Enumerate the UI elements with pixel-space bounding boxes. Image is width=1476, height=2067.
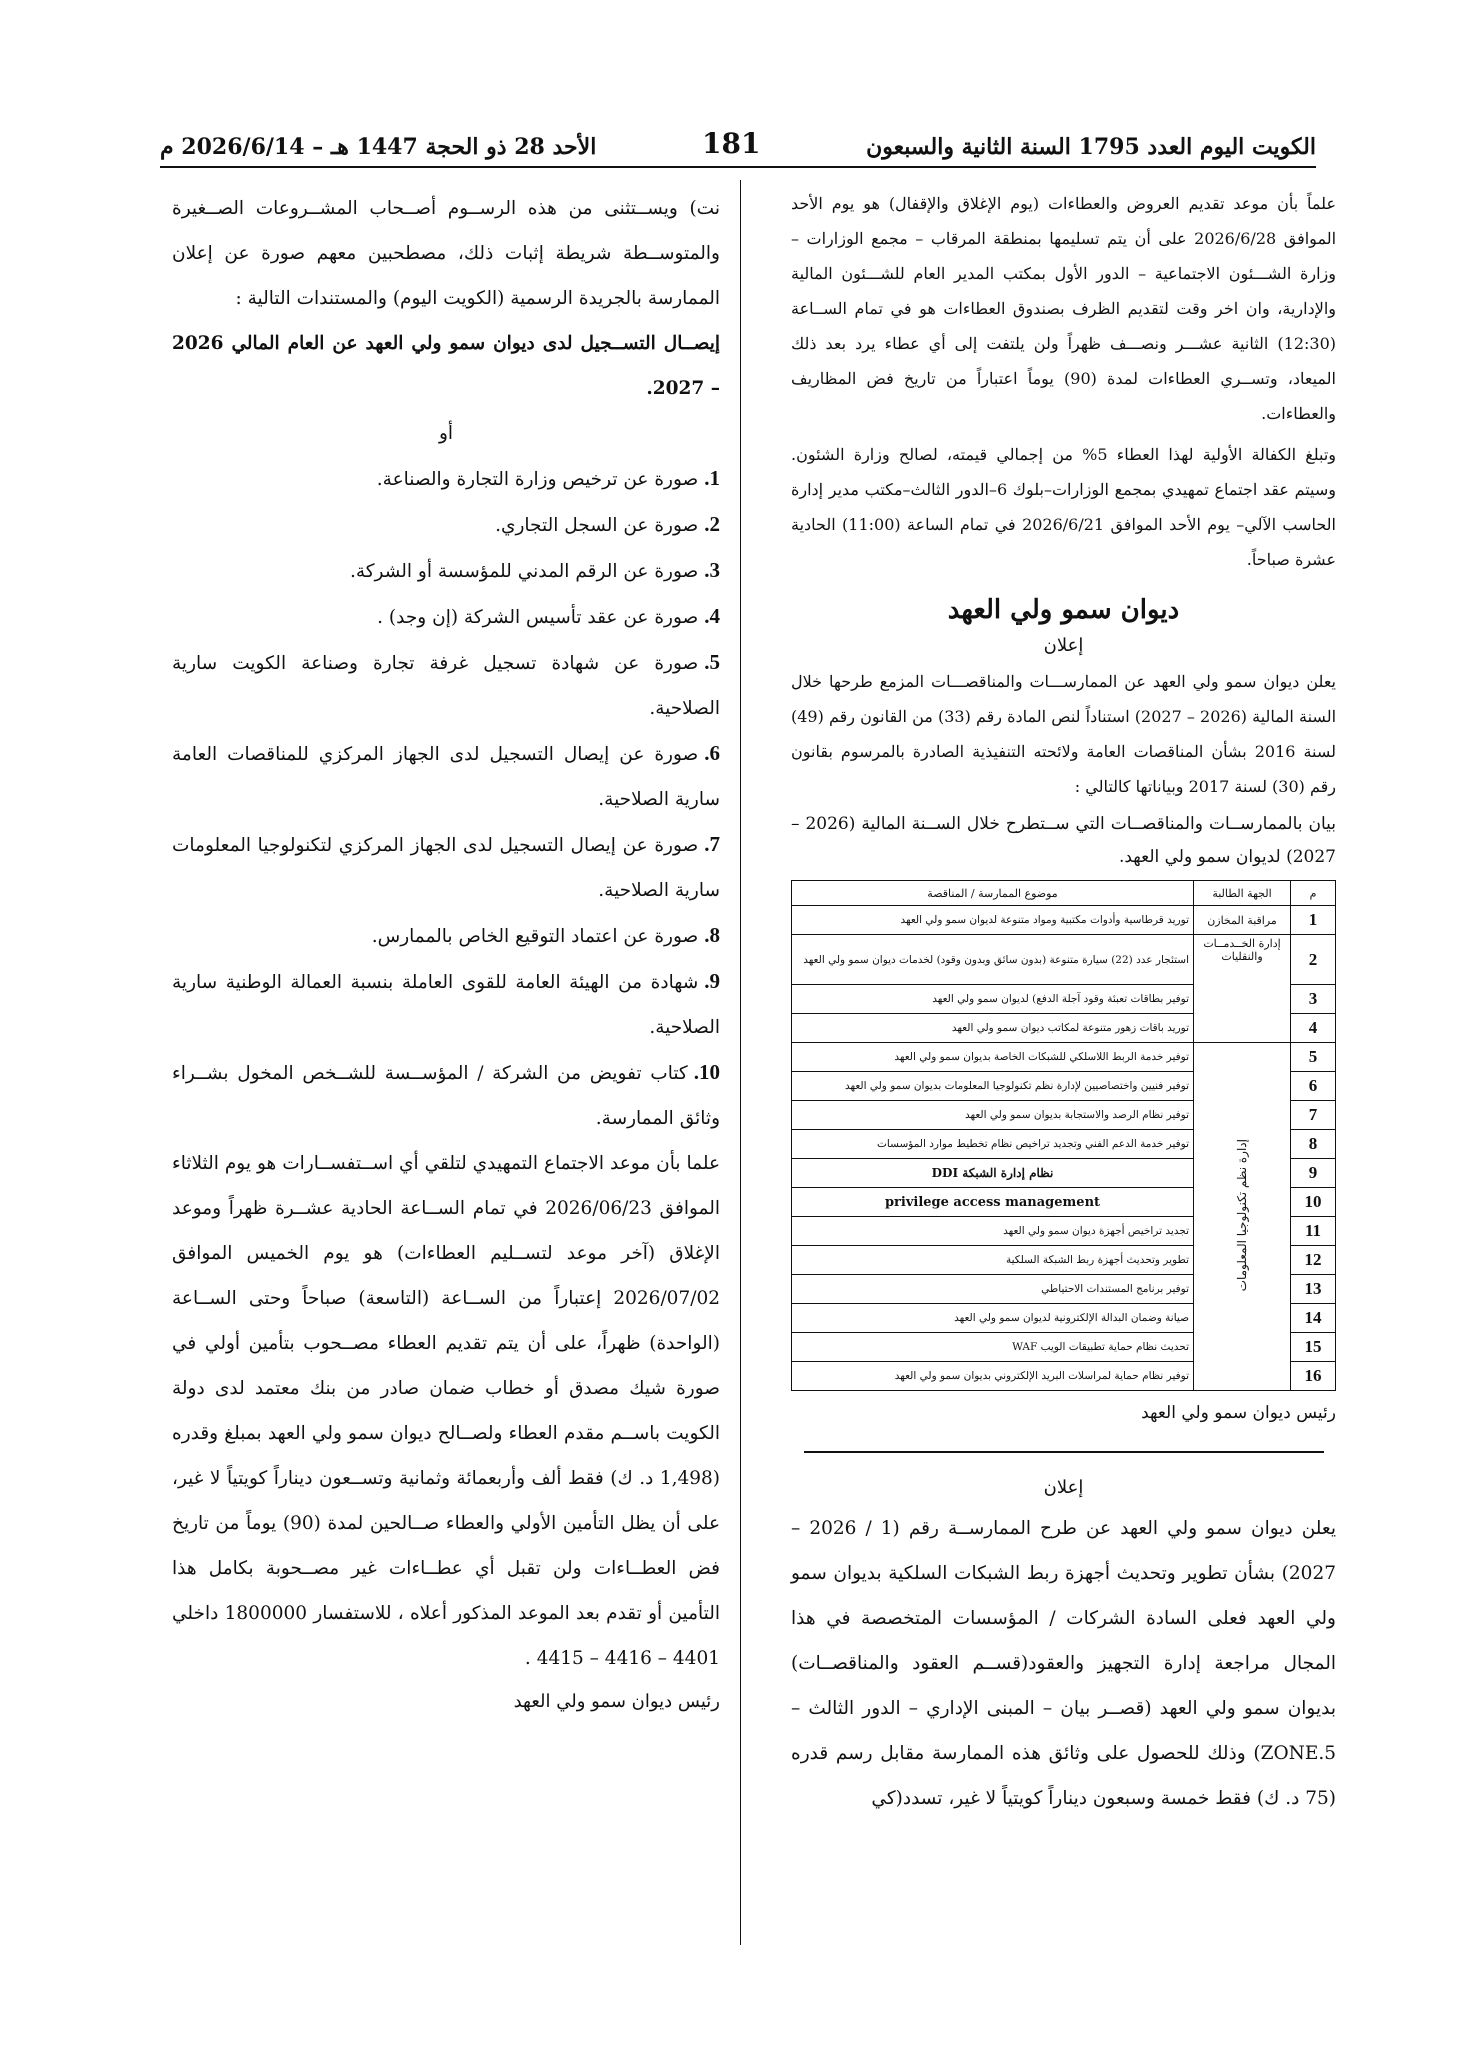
left-para-3: علما بأن موعد الاجتماع التمهيدي لتلقي أي اســتفســارات هو يوم الثلاثاء الموافق 2026/06/23 في تمام الســاعة الحادية عشــرة ظهراً وموعد الإغلاق (آخر موعد لتســليم العطاءات) هو يوم الخميس الموافق 2026/07/02 إعتباراً من الســاعة (التاسعة) صباحاً وحتى الســاعة (الواحدة) ظهراً، على أن يتم تقديم العطاء مصــحوب بتأمين أولي في صورة شيك مصدق أو خطاب ضمان صادر من بنك معتمد لدى دولة الكويت باســم مقدم العطاء ولصــالح ديوان سمو ولي العهد بمبلغ وقدره (1,498 د. ك) فقط ألف وأربعمائة وثمانية وتســعون ديناراً كويتياً لا غير، على أن يظل التأمين الأولي والعطاء صــالحين لمدة (90) يوماً من تاريخ فض العطــاءات ولن تقبل أي عطــاءات غير مصــحوبة بكامل هذا التأمين أو تقدم بعد الموعد المذكور أعلاه ، للاستفسار 1800000 داخلي 4401 – 4416 – 4415 . — [172, 1153, 720, 1669]
or-separator: أو — [438, 423, 454, 444]
list-item-text: شهادة من الهيئة العامة للقوى العاملة بنسبة العمالة الوطنية سارية الصلاحية. — [172, 972, 720, 1038]
row-subject: توريد باقات زهور متنوعة لمكاتب ديوان سمو ولي العهد — [792, 1014, 1194, 1043]
right-column — [791, 186, 1336, 1821]
announcement-body: يعلن ديوان سمو ولي العهد عن الممارســـات والمناقصـــات المزمع طرحها خلال السنة المالية (2026 – 2027) استناداً لنص المادة رقم (33) من القانون رقم (49) لسنة 2016 بشأن المناقصات العامة ولائحته التنفيذية الصادرة بالمرسوم بقانون رقم (30) لسنة 2017 وبياناتها كالتالي : — [791, 672, 1337, 796]
list-item-number: 8. — [704, 923, 720, 947]
left-para-2: إيصــال التســجيل لدى ديوان سمو ولي العهد عن العام المالي 2026 – 2027. — [172, 333, 720, 399]
announcement2-body: يعلن ديوان سمو ولي العهد عن طرح الممارســة رقم (1 / 2026 – 2027) بشأن تطوير وتحديث أجهزة ربط الشبكات السلكية بديوان سمو ولي العهد فعلى السادة الشركات / المؤسسات المتخصصة في هذا المجال مراجعة إدارة التجهيز والعقود(قســم العقود والمناقصــات) بديوان سمو ولي العهد (قصــر بيان – المبنى الإداري – الدور الثالث – ZONE.5) وذلك للحصول على وثائق هذه الممارسة مقابل رسم قدره (75 د. ك) فقط خمسة وسبعون ديناراً كويتياً لا غير، تسدد(كي — [791, 1518, 1336, 1809]
col-header-dept: الجهة الطالبة — [1194, 881, 1291, 906]
list-item-number: 7. — [704, 832, 720, 856]
list-item-text: صورة عن الرقم المدني للمؤسسة أو الشركة. — [349, 561, 699, 582]
table-row — [792, 906, 1336, 935]
row-subject: استئجار عدد (22) سيارة متنوعة (بدون سائق وبدون وقود) لخدمات ديوان سمو ولي العهد — [792, 935, 1194, 985]
list-item-text: صورة عن ترخيص وزارة التجارة والصناعة. — [376, 469, 699, 490]
row-subject: تجديد تراخيص أجهزة ديوان سمو ولي العهد — [792, 1217, 1194, 1246]
list-item-text: صورة عن السجل التجاري. — [495, 515, 699, 536]
table-row — [792, 935, 1336, 985]
table-caption: بيان بالممارســات والمناقصــات التي ســتطرح خلال الســنة المالية (2026 – 2027) لديوان سمو ولي العهد. — [791, 814, 1336, 867]
row-number: 7 — [1291, 1101, 1336, 1130]
list-item — [172, 548, 720, 594]
list-item-text: صورة عن إيصال التسجيل لدى الجهاز المركزي لتكنولوجيا المعلومات سارية الصلاحية. — [172, 835, 720, 901]
row-subject: توفير خدمة الدعم الفني وتجديد تراخيص نظام تخطيط موارد المؤسسات — [792, 1130, 1194, 1159]
row-number: 8 — [1291, 1130, 1336, 1159]
list-item-text: صورة عن شهادة تسجيل غرفة تجارة وصناعة الكويت سارية الصلاحية. — [172, 653, 720, 719]
row-number: 15 — [1291, 1333, 1336, 1362]
list-item — [172, 822, 720, 913]
left-para-1: نت) ويســتثنى من هذه الرســوم أصــحاب المشــروعات الصــغيرة والمتوســطة شريطة إثبات ذلك، مصطحبين معهم صورة عن إعلان الممارسة بالجريدة الرسمية (الكويت اليوم) والمستندات التالية : — [172, 198, 720, 309]
row-number: 12 — [1291, 1246, 1336, 1275]
list-item-number: 2. — [704, 512, 720, 536]
header-issue: الكويت اليوم العدد 1795 السنة الثانية والسبعون — [866, 134, 1316, 160]
row-subject: توفير فنيين واختصاصيين لإدارة نظم تكنولوجيا المعلومات بديوان سمو ولي العهد — [792, 1072, 1194, 1101]
row-number: 14 — [1291, 1304, 1336, 1333]
list-item — [172, 1050, 720, 1141]
list-item-number: 6. — [704, 741, 720, 765]
list-item-text: صورة عن اعتماد التوقيع الخاص بالممارس. — [371, 926, 699, 947]
list-item-text: كتاب تفويض من الشركة / المؤســسة للشــخص المخول بشــراء وثائق الممارسة. — [172, 1063, 720, 1129]
announcement2-label: إعلان — [1043, 1477, 1084, 1498]
row-subject: privilege access management — [792, 1188, 1194, 1217]
list-item-number: 5. — [704, 650, 720, 674]
row-subject: توفير برنامج المستندات الاحتياطي — [792, 1275, 1194, 1304]
row-number: 5 — [1291, 1043, 1336, 1072]
row-dept: إدارة الخــدمــات والنقليات — [1194, 935, 1291, 1043]
col-header-num: م — [1291, 881, 1336, 906]
list-item — [172, 502, 720, 548]
list-item — [172, 731, 720, 822]
header-date: الأحد 28 ذو الحجة 1447 هـ – 2026/6/14 م — [160, 134, 597, 160]
table-row — [792, 1043, 1336, 1072]
announcement-label: إعلان — [1043, 635, 1084, 656]
section-rule — [804, 1451, 1324, 1453]
column-divider — [740, 180, 741, 1945]
row-subject: توريد قرطاسية وأدوات مكتبية ومواد متنوعة لديوان سمو ولي العهد — [792, 906, 1194, 935]
row-subject: توفير خدمة الربط اللاسلكي للشبكات الخاصة بديوان سمو ولي العهد — [792, 1043, 1194, 1072]
row-subject: توفير نظام الرصد والاستجابة بديوان سمو ولي العهد — [792, 1101, 1194, 1130]
list-item — [172, 913, 720, 959]
signature-1: رئيس ديوان سمو ولي العهد — [1141, 1403, 1336, 1423]
row-subject: صيانة وضمان البدالة الإلكترونية لديوان سمو ولي العهد — [792, 1304, 1194, 1333]
intro-paragraph-2: وتبلغ الكفالة الأولية لهذا العطاء 5% من إجمالي قيمته، لصالح وزارة الشئون. وسيتم عقد اجتماع تمهيدي بمجمع الوزارات–بلوك 6–الدور الثالث–مكتب مدير إدارة الحاسب الآلي– يوم الأحد الموافق 2026/6/21 في تمام الساعة (11:00) الحادية عشرة صباحاً. — [791, 445, 1337, 569]
col-header-subject: موضوع الممارسة / المناقصة — [792, 881, 1194, 906]
list-item-number: 1. — [704, 466, 720, 490]
procurement-table — [791, 880, 1336, 1391]
row-number: 10 — [1291, 1188, 1336, 1217]
signature-2: رئيس ديوان سمو ولي العهد — [513, 1691, 720, 1712]
row-dept — [1194, 1043, 1291, 1391]
row-dept: مراقبة المخازن — [1194, 906, 1291, 935]
row-subject: نظام إدارة الشبكة DDI — [792, 1159, 1194, 1188]
dept-vertical-label: إدارة نظم تكنولوجيا المعلومات — [1235, 1138, 1249, 1292]
list-item-number: 10. — [693, 1060, 720, 1084]
section-title: ديوان سمو ولي العهد — [947, 595, 1180, 625]
header-rule — [160, 166, 1316, 168]
row-number: 6 — [1291, 1072, 1336, 1101]
row-subject: توفير بطاقات تعبئة وقود آجلة الدفع) لديوان سمو ولي العهد — [792, 985, 1194, 1014]
row-number: 9 — [1291, 1159, 1336, 1188]
left-column — [172, 186, 720, 1720]
row-number: 11 — [1291, 1217, 1336, 1246]
list-item — [172, 640, 720, 731]
list-item-number: 9. — [704, 969, 720, 993]
row-number: 4 — [1291, 1014, 1336, 1043]
page-header — [160, 120, 1316, 160]
list-item — [172, 594, 720, 640]
row-number: 13 — [1291, 1275, 1336, 1304]
required-documents-list — [172, 456, 720, 1141]
row-number: 3 — [1291, 985, 1336, 1014]
row-subject: تحديث نظام حماية تطبيقات الويب WAF — [792, 1333, 1194, 1362]
table-header-row — [792, 881, 1336, 906]
list-item-number: 4. — [704, 604, 720, 628]
row-subject: توفير نظام حماية لمراسلات البريد الإلكتروني بديوان سمو ولي العهد — [792, 1362, 1194, 1391]
page-number: 181 — [701, 127, 761, 160]
list-item-number: 3. — [704, 558, 720, 582]
row-number: 16 — [1291, 1362, 1336, 1391]
intro-paragraph-1: علماً بأن موعد تقديم العروض والعطاءات (يوم الإغلاق والإقفال) هو يوم الأحد الموافق 2026/6/28 على أن يتم تسليمها بمنطقة المرقاب – مجمع الوزارات – وزارة الشـــئون الاجتماعية – الدور الأول بمكتب المدير العام للشـــئون المالية والإدارية، وان اخر وقت لتقديم الظرف بصندوق العطاءات هو في تمام الســاعة (12:30) الثانية عشـــر ونصـــف ظهراً ولن يلتفت إلى أي عطاء يرد بعد ذلك الميعاد، وتســري العطاءات لمدة (90) يوماً اعتباراً من تاريخ فض المظاريف والعطاءات. — [791, 194, 1337, 423]
row-number: 1 — [1291, 906, 1336, 935]
list-item-text: صورة عن عقد تأسيس الشركة (إن وجد) . — [377, 607, 699, 628]
list-item — [172, 456, 720, 502]
list-item-text: صورة عن إيصال التسجيل لدى الجهاز المركزي للمناقصات العامة سارية الصلاحية. — [172, 744, 720, 810]
list-item — [172, 959, 720, 1050]
row-number: 2 — [1291, 935, 1336, 985]
row-subject: تطوير وتحديث أجهزة ربط الشبكة السلكية — [792, 1246, 1194, 1275]
